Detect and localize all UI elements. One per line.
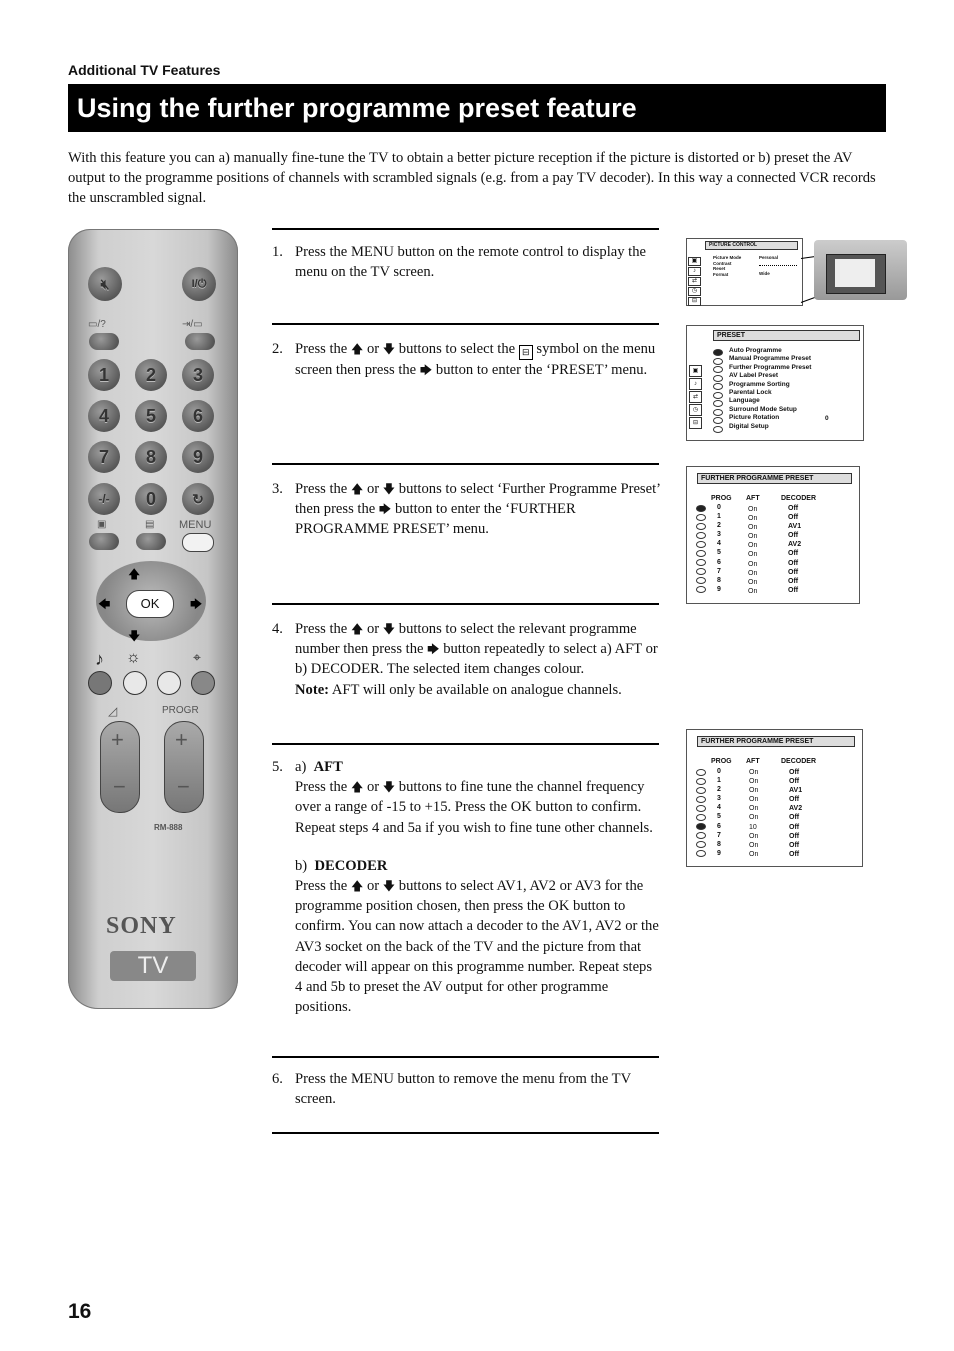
- row-marker: [696, 787, 706, 794]
- aft-column: On On On On On On On On On On: [748, 506, 758, 595]
- volume-icon: ◿: [108, 704, 118, 718]
- volume-down-icon: −: [113, 774, 126, 799]
- picture-icon: ▣: [689, 365, 702, 377]
- selection-marker: [713, 366, 723, 373]
- down-arrow-icon: 🡇︎: [382, 482, 396, 496]
- digit-7-button: 7: [88, 441, 120, 473]
- programme-down-icon: −: [177, 774, 190, 799]
- row-marker: [696, 823, 706, 830]
- step-text: Press the MENU button on the remote control to display the menu on the TV screen.: [295, 244, 647, 281]
- text-mix-button: [136, 533, 166, 550]
- info-button: [89, 333, 119, 350]
- row-marker: [696, 541, 706, 548]
- remote-control: [68, 229, 238, 1009]
- step-text: a) AFT Press the 🡅︎ or 🡇︎ buttons to fine tune the channel frequency over a range of -15 to +15. Press the OK button to confirm. Repeat steps 4 and 5a if you wish to fine tune other channels. b) DECODER Press the 🡅︎ or 🡇︎ buttons to select AV1, AV2 or AV3 for the programme position chosen, then press the OK button to confirm. You can now attach a decoder to the AV1, AV2 or the AV3 socket on the back of the TV and the picture from that decoder will appear on this programme number. Repeat steps 4 and 5b to preset the AV output for other programme positions.: [295, 759, 659, 1016]
- digit-5-button: 5: [135, 400, 167, 432]
- menu-title: FURTHER PROGRAMME PRESET: [697, 736, 855, 747]
- divider: [272, 1132, 659, 1134]
- aft-heading: AFT: [313, 759, 343, 775]
- tv-logo: TV: [110, 951, 196, 981]
- selection-marker: [713, 392, 723, 399]
- blue-button: [191, 671, 215, 695]
- sound-icon: ♪: [95, 649, 104, 669]
- row-marker: [696, 532, 706, 539]
- nav-down-icon: 🡇︎: [128, 629, 141, 643]
- menu-title: PICTURE CONTROL: [705, 241, 798, 250]
- col-header-prog: PROG: [711, 758, 732, 765]
- page-title: Using the further programme preset feature: [77, 93, 637, 123]
- timer-icon: ◷: [689, 404, 702, 416]
- step-4: [272, 619, 662, 700]
- right-arrow-icon: 🡆︎: [427, 642, 440, 657]
- further-preset-screen-tuning: [686, 729, 863, 867]
- prog-column: 0 1 2 3 4 5 6 7 8 9: [717, 768, 721, 857]
- up-arrow-icon: 🡅︎: [350, 482, 364, 496]
- selection-marker: [713, 383, 723, 390]
- up-arrow-icon: 🡅︎: [350, 879, 364, 894]
- selection-marker: [713, 417, 723, 424]
- preset-icon: ⊟: [689, 417, 702, 429]
- step-number: 3.: [272, 481, 283, 497]
- row-marker: [696, 850, 706, 857]
- tv-set-image: [814, 240, 907, 300]
- row-marker: [696, 586, 706, 593]
- selection-marker: [713, 358, 723, 365]
- text-mix-icon: ▤: [145, 519, 155, 530]
- step-3: [272, 479, 662, 540]
- down-arrow-icon: 🡇︎: [382, 780, 396, 795]
- row-marker: [696, 568, 706, 575]
- nav-up-icon: 🡅︎: [128, 567, 141, 581]
- picture-control-screen: [686, 238, 803, 306]
- step-number: 6.: [272, 1071, 283, 1087]
- further-preset-screen: [686, 466, 860, 604]
- input-icon: ⇥/▭: [182, 319, 203, 330]
- intro-paragraph: With this feature you can a) manually fine-tune the TV to obtain a better picture reception if the picture is distorted or b) preset the AV output to the programme positions of channels with scrambled signals (e.g. from a pay TV decoder). In this way a connected VCR records the unscrambled signal.: [68, 150, 876, 206]
- row-marker: [696, 523, 706, 530]
- note-text: AFT will only be available on analogue channels.: [331, 681, 622, 698]
- decoder-heading: DECODER: [314, 857, 388, 874]
- selection-marker: [713, 426, 723, 433]
- menu-title: PRESET: [713, 330, 860, 341]
- step-number: 1.: [272, 244, 283, 260]
- digit-9-button: 9: [182, 441, 214, 473]
- sound-icon: ♪: [689, 378, 702, 390]
- step-text: Press the 🡅︎ or 🡇︎ buttons to select ‘Further Programme Preset’ then press the 🡆︎ button to enter the ‘FURTHER PROGRAMME PRESET’ menu.: [295, 481, 660, 538]
- col-header-decoder: DECODER: [781, 758, 817, 765]
- digit-3-button: 3: [182, 359, 214, 391]
- right-arrow-icon: 🡆︎: [419, 363, 433, 377]
- up-arrow-icon: 🡅︎: [350, 622, 364, 636]
- ok-button: OK: [126, 590, 174, 618]
- features-icon: ⇄: [689, 391, 702, 403]
- up-arrow-icon: 🡅︎: [350, 342, 364, 356]
- digit-6-button: 6: [182, 400, 214, 432]
- step-text: Press the 🡅︎ or 🡇︎ buttons to select the ⊟ symbol on the menu screen then press the 🡆︎ button to enter the ‘PRESET’ menu.: [295, 341, 656, 378]
- red-button: [88, 671, 112, 695]
- volume-up-icon: +: [111, 727, 124, 752]
- power-button: I/⏻: [182, 267, 216, 301]
- selection-marker: [713, 400, 723, 407]
- menu-icons: [689, 365, 702, 430]
- decoder-column: Off Off AV1 Off AV2 Off Off Off Off Off: [789, 769, 803, 858]
- selection-marker: [713, 409, 723, 416]
- menu-title: FURTHER PROGRAMME PRESET: [697, 473, 852, 484]
- row-marker: [696, 550, 706, 557]
- divider: [272, 463, 659, 465]
- divider: [272, 603, 659, 605]
- step-number: 5.: [272, 759, 283, 775]
- step-1: [272, 242, 662, 282]
- programme-up-icon: +: [175, 727, 188, 752]
- col-header-aft: AFT: [746, 495, 760, 502]
- down-arrow-icon: 🡇︎: [382, 622, 396, 636]
- tv-screen-menu: [835, 259, 875, 287]
- down-arrow-icon: 🡇︎: [382, 342, 396, 356]
- decoder-column: Off Off AV1 Off AV2 Off Off Off Off Off: [788, 505, 802, 594]
- title-bar: [68, 84, 886, 132]
- step-2: [272, 339, 662, 380]
- menu-button: [182, 533, 214, 552]
- prog-column: 0 1 2 3 4 5 6 7 8 9: [717, 504, 721, 593]
- selection-marker: [713, 375, 723, 382]
- progr-label: PROGR: [162, 705, 199, 716]
- row-marker: [696, 514, 706, 521]
- divider: [272, 1056, 659, 1058]
- note-label: Note:: [295, 681, 330, 698]
- picture-menu-values: Personal Wide: [759, 255, 797, 277]
- tv-screen: [826, 254, 886, 294]
- row-marker: [696, 778, 706, 785]
- digit-8-button: 8: [135, 441, 167, 473]
- menu-label: MENU: [179, 519, 212, 531]
- divider: [272, 743, 659, 745]
- info-icon: ▭/?: [88, 319, 106, 330]
- col-header-decoder: DECODER: [781, 495, 817, 502]
- yellow-button: [157, 671, 181, 695]
- digit-2-button: 2: [135, 359, 167, 391]
- menu-icons: ▣ ♪ ⇄ ◷ ⊟: [688, 257, 701, 307]
- jump-button: ↻: [182, 483, 214, 515]
- up-arrow-icon: 🡅︎: [350, 780, 364, 795]
- mute-button: 🔇︎: [88, 267, 122, 301]
- rotation-value: 0: [825, 415, 829, 422]
- teletext-button: [89, 533, 119, 550]
- page-number: 16: [68, 1300, 92, 1323]
- row-marker: [696, 577, 706, 584]
- col-header-aft: AFT: [746, 758, 760, 765]
- double-digit-button: -/-: [88, 483, 120, 515]
- divider: [272, 228, 659, 230]
- row-marker: [696, 559, 706, 566]
- down-arrow-icon: 🡇︎: [382, 879, 396, 894]
- digit-0-button: 0: [135, 483, 167, 515]
- step-number: 2.: [272, 341, 283, 357]
- row-marker: [696, 805, 706, 812]
- preset-symbol-icon: ⊟: [519, 345, 533, 360]
- screen-icon: ⌖: [193, 649, 201, 665]
- model-label: RM-888: [154, 823, 183, 832]
- step-text: Press the MENU button to remove the menu from the TV screen.: [295, 1071, 631, 1108]
- row-marker: [696, 796, 706, 803]
- picture-icon: ☼: [126, 649, 141, 666]
- step-text: Press the 🡅︎ or 🡇︎ buttons to select the relevant programme number then press the 🡆︎ button repeatedly to select a) AFT or b) DECODER. The selected item changes colour. Note: AFT will only be available on analogue channels.: [295, 621, 658, 698]
- nav-right-icon: 🡆︎: [190, 597, 203, 611]
- preset-menu-items: Auto Programme Manual Programme Preset Further Programme Preset AV Label Preset Programme Sorting Parental Lock Language Surround Mode Setup Picture Rotation Digital Setup: [729, 347, 812, 430]
- step-number: 4.: [272, 621, 283, 637]
- divider: [272, 323, 659, 325]
- nav-left-icon: 🡄︎: [98, 597, 111, 611]
- step-6: [272, 1069, 662, 1109]
- picture-menu-items: Picture Mode Contrast Reset Format: [713, 255, 742, 277]
- brand-logo: SONY: [106, 913, 177, 939]
- digit-4-button: 4: [88, 400, 120, 432]
- col-header-prog: PROG: [711, 495, 732, 502]
- step-5: [272, 757, 662, 1017]
- row-marker: [696, 832, 706, 839]
- teletext-icon: ▣: [97, 519, 107, 530]
- preset-menu-screen: [686, 325, 864, 441]
- green-button: [123, 671, 147, 695]
- section-heading: Additional TV Features: [68, 62, 221, 78]
- row-marker: [696, 769, 706, 776]
- selection-marker: [713, 349, 723, 356]
- input-button: [185, 333, 215, 350]
- right-arrow-icon: 🡆︎: [378, 502, 392, 517]
- digit-1-button: 1: [88, 359, 120, 391]
- row-marker: [696, 841, 706, 848]
- row-marker: [696, 505, 706, 512]
- aft-column: On On On On On On 10 On On On: [749, 769, 759, 858]
- row-marker: [696, 814, 706, 821]
